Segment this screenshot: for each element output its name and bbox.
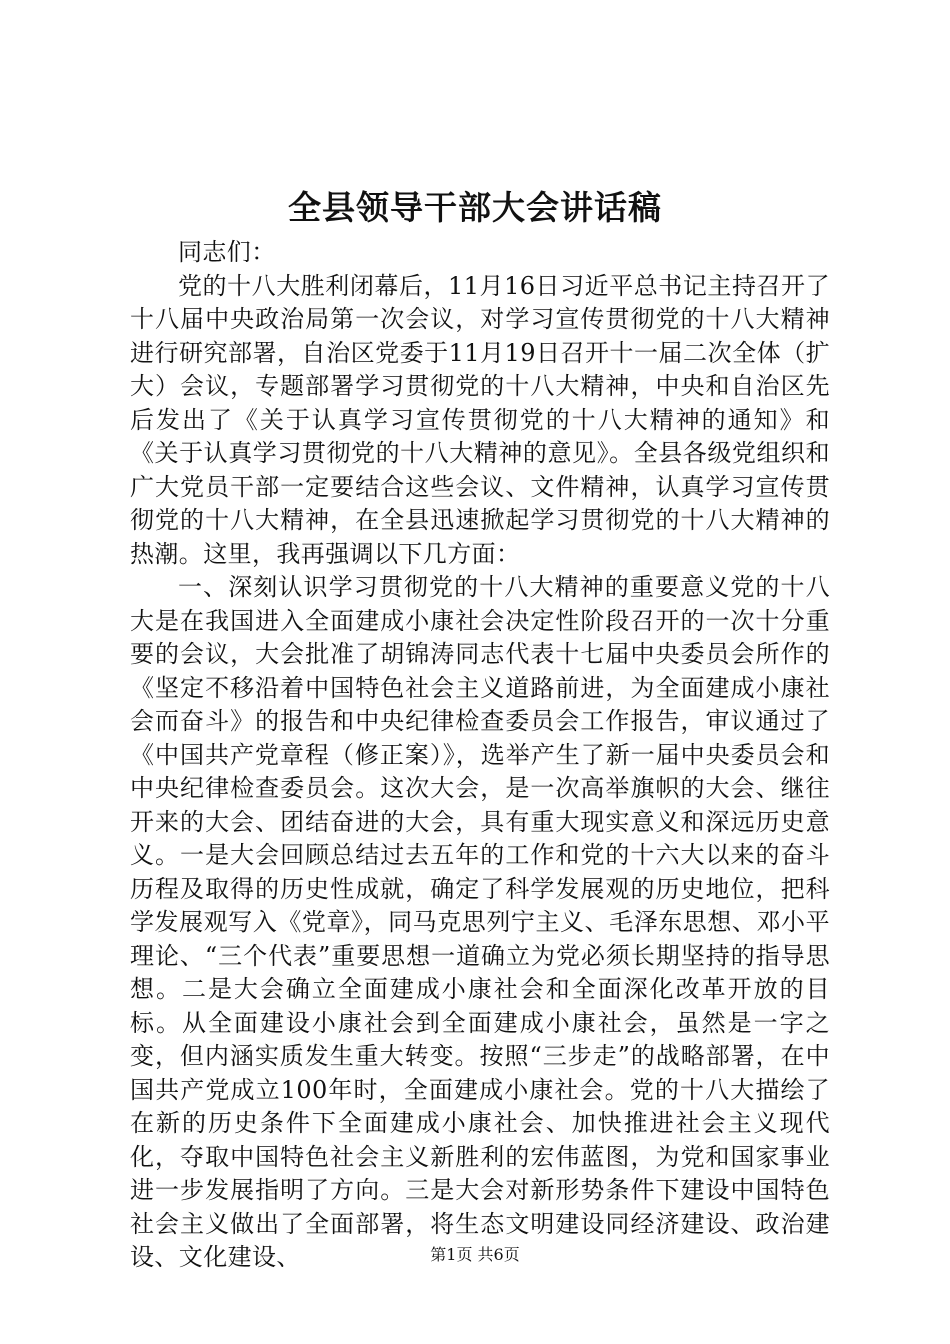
document-body — [130, 236, 830, 1275]
intro-paragraph: 党的十八大胜利闭幕后，11月16日习近平总书记主持召开了十八届中央政治局第一次会议，对学习宣传贯彻党的十八大精神进行研究部署，自治区党委于11月19日召开十一届二次全体（扩大）会议，专题部署学习贯彻党的十八大精神，中央和自治区先后发出了《关于认真学习宣传贯彻党的十八大精神的通知》和《关于认真学习贯彻党的十八大精神的意见》。全县各级党组织和广大党员干部一定要结合这些会议、文件精神，认真学习宣传贯彻党的十八大精神，在全县迅速掀起学习贯彻党的十八大精神的热潮。这里，我再强调以下几方面： — [130, 271, 830, 568]
section-one-paragraph: 一、深刻认识学习贯彻党的十八大精神的重要意义党的十八大是在我国进入全面建成小康社会决定性阶段召开的一次十分重要的会议，大会批准了胡锦涛同志代表十七届中央委员会所作的《坚定不移沿着中国特色社会主义道路前进，为全面建成小康社会而奋斗》的报告和中央纪律检查委员会工作报告，审议通过了《中国共产党章程（修正案）》，选举产生了新一届中央委员会和中央纪律检查委员会。这次大会，是一次高举旗帜的大会、继往开来的大会、团结奋进的大会，具有重大现实意义和深远历史意义。一是大会回顾总结过去五年的工作和党的十六大以来的奋斗历程及取得的历史性成就，确定了科学发展观的历史地位，把科学发展观写入《党章》，同马克思列宁主义、毛泽东思想、邓小平理论、“三个代表”重要思想一道确立为党必须长期坚持的指导思想。二是大会确立全面建成小康社会和全面深化改革开放的目标。从全面建设小康社会到全面建成小康社会，虽然是一字之变，但内涵实质发生重大转变。按照“三步走”的战略部署，在中国共产党成立100年时，全面建成小康社会。党的十八大描绘了在新的历史条件下全面建成小康社会、加快推进社会主义现代化，夺取中国特色社会主义新胜利的宏伟蓝图，为党和国家事业进一步发展指明了方向。三是大会对新形势条件下建设中国特色社会主义做出了全面部署，将生态文明建设同经济建设、政治建设、文化建设、 — [130, 573, 830, 1271]
salutation-paragraph: 同志们： — [178, 238, 276, 266]
page-number-footer: 第1页 共6页 — [430, 1245, 520, 1264]
document-title: 全县领导干部大会讲话稿 — [288, 188, 662, 227]
